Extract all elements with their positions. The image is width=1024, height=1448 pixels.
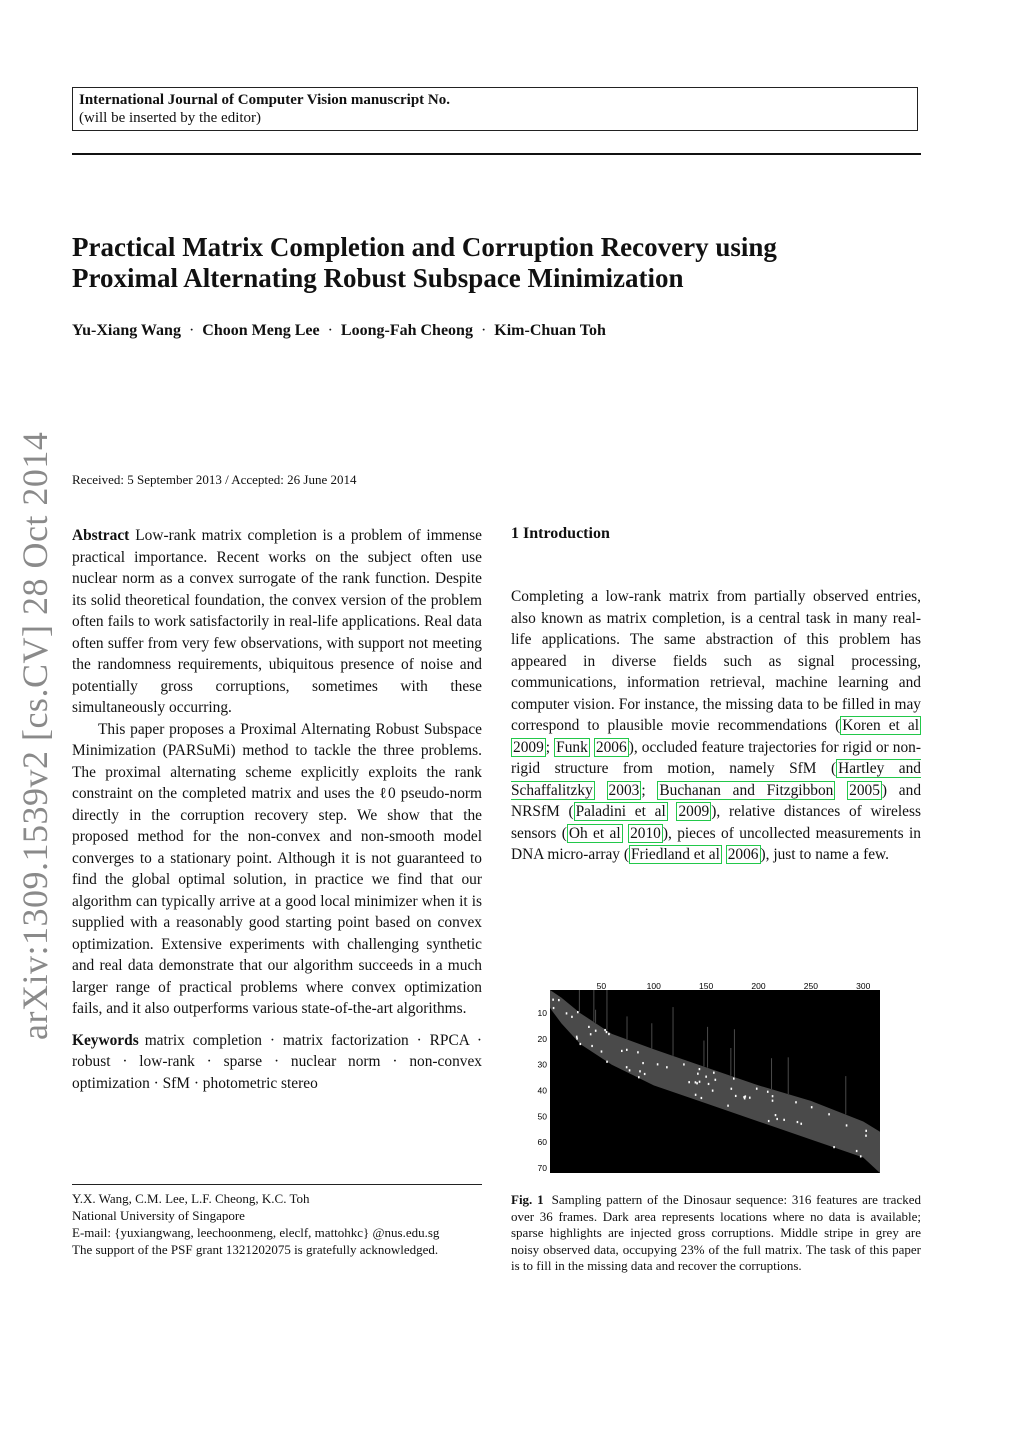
track-spike [595,1010,596,1023]
arxiv-sidebar-id: arXiv:1309.1539v2 [cs.CV] 28 Oct 2014 [15,431,55,1040]
corruption-mark [800,1123,802,1125]
keywords-paragraph [72,1030,482,1095]
intro-text: ) and NRSfM ( [511,781,922,820]
citation-link[interactable]: Buchanan and Fitzgibbon [659,781,834,799]
corruption-mark [637,1051,639,1053]
author-separator: · [480,322,487,339]
track-spike [593,990,594,1022]
corruption-mark [621,1050,623,1052]
corruption-mark [846,1124,848,1126]
keywords-text: matrix completion · matrix factorization · RPCA · robust · low-rank · sparse · nuclear norm · non-convex optimization · SfM · photometric stereo [72,1031,482,1092]
abstract-heading: Abstract [72,527,130,544]
corruption-mark [580,1043,582,1045]
intro-text: ; [545,738,555,756]
abstract-text-1: Low-rank matrix completion is a problem of immense practical importance. Recent works on the subject often use nuclear norm as a convex surrogate of the rank function. Despite its solid theoretical foundation, the convex version of the problem often fails to work satisfactorily in real-life applications. Real data often suffer from very few observations, with support not meeting the randomness requirements, ubiquitous presence of noise and potentially gross corruptions, sometimes with these simultaneously occurring. [72,527,482,716]
y-tick-label: 40 [537,1085,547,1096]
track-spike [651,1023,652,1048]
title-line-1: Practical Matrix Completion and Corruption Recovery using [72,232,777,262]
citation-year-link[interactable]: 2006 [595,738,627,756]
corruption-mark [588,1026,590,1028]
corruption-mark [590,1033,592,1035]
introduction-heading: 1 Introduction [511,525,610,542]
corruption-mark [727,1105,729,1107]
corruption-mark [749,1097,751,1099]
received-accepted-dates: Received: 5 September 2013 / Accepted: 26 June 2014 [72,472,357,487]
corruption-mark [553,1007,555,1009]
author-4: Kim-Chuan Toh [494,322,606,339]
figure-caption-text: Sampling pattern of the Dinosaur sequence: 316 features are tracked over 36 frames. Dark area represents locations where no data is available; sparse highlights are injected gross corruptions. Middle stripe in grey are noisy observed data, occupying 23% of the full matrix. The task of this paper is to fill in the missing data and recover the corruptions. [511,1192,921,1273]
corruption-mark [712,1090,714,1092]
author-separator: · [188,322,195,339]
footnote-grant: The support of the PSF grant 1321202075 is gratefully acknowledged. [72,1242,439,1257]
corruption-mark [606,1061,608,1063]
sampling-pattern-figure [530,980,882,1176]
corruption-mark [688,1081,690,1083]
corruption-mark [744,1097,746,1099]
y-tick-label: 30 [537,1059,547,1070]
corruption-mark [608,1033,610,1035]
citation-link[interactable]: Oh et al [568,824,621,842]
corruption-mark [776,1118,778,1120]
sampling-pattern-heatmap [530,980,882,1176]
corruption-mark [604,1029,606,1031]
corruption-mark [626,1049,628,1051]
y-tick-label: 50 [537,1111,547,1122]
corruption-mark [552,999,554,1001]
corruption-mark [775,1114,777,1116]
corruption-mark [571,1016,573,1018]
corruption-mark [695,1081,697,1083]
citation-year-link[interactable]: 2003 [608,781,640,799]
track-spike [771,1058,772,1089]
editor-note: (will be inserted by the editor) [79,110,262,126]
corruption-mark [783,1119,785,1121]
citation-link[interactable]: Koren et al [842,717,919,734]
x-tick-label: 250 [803,981,818,991]
corruption-mark [797,1121,799,1123]
header-rule [72,153,921,155]
corruption-mark [566,1012,568,1014]
citation-year-link[interactable]: 2009 [513,738,544,756]
corruption-mark [638,1076,640,1078]
abstract-paragraph-2: This paper proposes a Proximal Alternating Robust Subspace Minimization (PARSuMi) method to tackle the three problems. The proximal alternating scheme explicitly exploits the rank constraint on the completed matrix and uses the ℓ0 pseudo-norm directly in the corruption recovery step. We show that the proposed method for the non-convex and non-smooth model converges to a stationary point. Although it is not guaranteed to find the global optimal solution, in practice we find that our algorithm can typically arrive at a good local minimizer when it is supplied with a reasonably good starting point based on convex optimization. Extensive experiments with challenging synthetic and real data demonstrate that our algorithm succeeds in a much larger range of practical problems where convex optimization fails, and it also outperforms various state-of-the-art algorithms. [72,720,482,1017]
author-2: Choon Meng Lee [202,322,320,339]
y-tick-label: 10 [537,1008,547,1019]
corruption-mark [772,1095,774,1097]
journal-header-box [72,87,918,131]
corruption-mark [705,1076,707,1078]
author-1: Yu-Xiang Wang [72,322,181,339]
x-tick-label: 100 [646,981,661,991]
intro-text: Completing a low-rank matrix from partially observed entries, also known as matrix completion, is a central task in many real-life applications. The same abstraction of this problem has appeared in diverse fields such as signal processing, communications, information retrieval, machine learning and computer vision. For instance, the missing data to be filled in may correspond to plausible movie recommendations ( [511,588,921,734]
affiliation-footnote [72,1190,482,1258]
corruption-mark [576,1037,578,1039]
corruption-mark [768,1120,770,1122]
corruption-mark [735,1095,737,1097]
corruption-mark [708,1083,710,1085]
journal-name: International Journal of Computer Vision manuscript No. [79,92,451,108]
track-spike [627,1016,628,1039]
intro-text: ), pieces of uncollected measurements in DNA micro-array ( [511,824,921,863]
citation-link[interactable]: Funk [556,738,588,756]
intro-text: ), relative distances of wireless sensors ( [511,803,921,842]
corruption-mark [865,1135,867,1137]
corruption-mark [591,1045,593,1047]
citation-year-link[interactable]: 2010 [630,824,661,842]
corruption-mark [695,1094,697,1096]
corruption-mark [856,1150,858,1152]
figure-label: Fig. 1 [511,1192,544,1207]
intro-text: ), occluded feature trajectories for rigid or non-rigid structure from motion, namely SfM ( [511,738,921,777]
corruption-mark [833,1146,835,1148]
citation-year-link[interactable]: 2005 [849,781,880,799]
corruption-mark [666,1066,668,1068]
intro-text: ; [641,781,658,799]
track-spike [788,1057,789,1094]
corruption-mark [860,1155,862,1157]
corruption-mark [701,1097,703,1099]
corruption-mark [626,1066,628,1068]
corruption-mark [642,1062,644,1064]
corruption-mark [558,999,560,1001]
corruption-mark [595,1030,597,1032]
introduction-paragraph [511,586,921,866]
x-tick-label: 50 [596,981,607,991]
corruption-mark [795,1101,797,1103]
abstract-column [72,525,482,1094]
corruption-mark [715,1079,717,1081]
x-tick-label: 200 [751,981,766,991]
author-separator: · [327,322,333,339]
citation-link[interactable]: Friedland et al [630,846,720,863]
track-spike [579,990,580,1012]
corruption-mark [811,1106,813,1108]
footnote-rule [72,1184,482,1185]
y-tick-label: 20 [537,1033,547,1044]
track-spike [707,1027,708,1068]
x-tick-label: 150 [699,981,714,991]
citation-link[interactable]: Hartley and Schaffalitzky [511,760,922,799]
track-spike [730,1048,731,1076]
track-spike [673,1007,674,1056]
corruption-mark [644,1073,646,1075]
corruption-mark [639,1070,641,1072]
footnote-authors: Y.X. Wang, C.M. Lee, L.F. Cheong, K.C. Toh [72,1191,310,1206]
intro-text: ), just to name a few. [760,846,889,863]
author-list [72,322,932,340]
track-spike [845,1076,846,1114]
corruption-mark [731,1088,733,1090]
corruption-mark [697,1073,699,1075]
corruption-mark [657,1063,659,1065]
paper-title [72,232,932,294]
corruption-mark [696,1082,698,1084]
track-spike [734,1029,735,1077]
corruption-mark [699,1081,701,1083]
corruption-mark [629,1069,631,1071]
citation-year-link[interactable]: 2009 [678,803,710,820]
keywords-heading: Keywords [72,1031,139,1049]
figure-caption [511,1192,921,1275]
corruption-mark [828,1113,830,1115]
corruption-mark [601,1050,603,1052]
corruption-mark [606,1031,608,1033]
corruption-mark [699,1068,701,1070]
track-spike [606,990,607,1030]
corruption-mark [767,1091,769,1093]
citation-link[interactable]: Paladini et al [575,803,666,820]
corruption-mark [683,1063,685,1065]
corruption-mark [756,1088,758,1090]
title-line-2: Proximal Alternating Robust Subspace Minimization [72,263,684,293]
corruption-mark [713,1072,715,1074]
footnote-email: E-mail: {yuxiangwang, leechoonmeng, eleclf, mattohkc} @nus.edu.sg [72,1225,440,1240]
corruption-mark [772,1100,774,1102]
corruption-mark [577,1011,579,1013]
citation-year-link[interactable]: 2006 [727,846,759,863]
y-tick-label: 70 [537,1162,547,1173]
author-3: Loong-Fah Cheong [340,322,473,339]
track-spike [703,1041,704,1067]
corruption-mark [733,1077,735,1079]
footnote-institution: National University of Singapore [72,1208,245,1223]
x-tick-label: 300 [856,981,871,991]
abstract-paragraph-1 [72,525,482,719]
corruption-mark [865,1130,867,1132]
y-tick-label: 60 [537,1137,547,1148]
